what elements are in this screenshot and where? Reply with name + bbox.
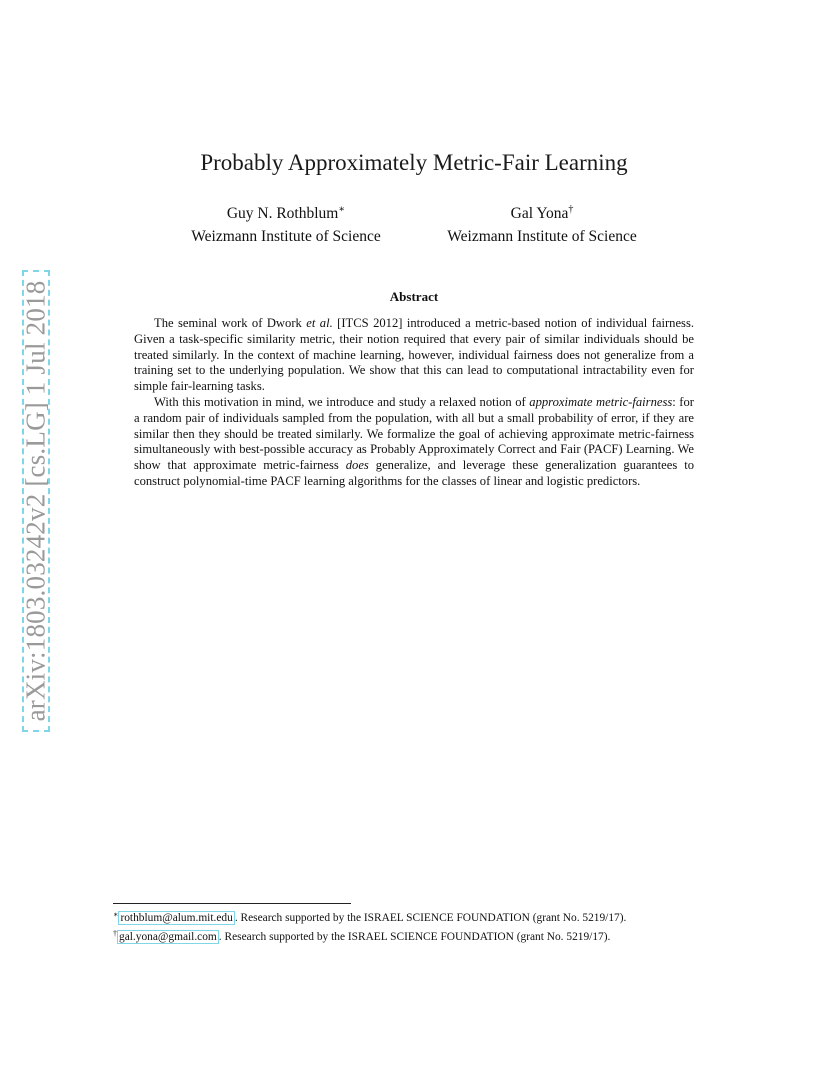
abstract-text: : for a random pair of individuals sampled from the population, with all but a small probability of error, if they are similar then they should be treated similarly. We formalize the goal of achieving approximate metric-fairness simultaneously with best-possible accuracy as Probably Approximately Correct and Fair (PACF) Learning. We show that approximate metric-fairness [134,394,694,473]
footnote-text: . Research supported by the ISRAEL SCIENCE FOUNDATION (grant No. 5219/17). [234,912,627,924]
abstract-text: With this motivation in mind, we introduce and study a relaxed notion of [154,394,530,409]
abstract-body [134,316,694,490]
arxiv-identifier: arXiv:1803.03242v2 [cs.LG] 1 Jul 2018 [20,280,51,722]
footnote-text: . Research supported by the ISRAEL SCIENCE FOUNDATION (grant No. 5219/17). [218,931,611,943]
author-name: Guy N. Rothblum [226,205,339,222]
author-footnote-mark[interactable]: † [568,204,574,215]
author-block-2 [412,198,672,248]
footnote-mark: † [113,929,117,938]
abstract-text: The seminal work of Dwork [154,316,307,330]
paper-title: Probably Approximately Metric-Fair Learning [200,150,628,175]
abstract-emphasis: approximate metric-fairness [529,394,673,409]
abstract-heading: Abstract [389,289,439,304]
author-affiliation: Weizmann Institute of Science [447,228,637,245]
author-affiliation: Weizmann Institute of Science [191,228,381,245]
abstract-text: generalize, and leverage these generalization guarantees to construct polynomial-time PACF learning algorithms for the classes of linear and logistic predictors. [134,458,694,488]
footnote-2 [113,926,753,945]
footnote-mark: ∗ [113,910,119,919]
abstract-emphasis: et al. [306,316,333,330]
author-name-line [412,198,672,225]
footnotes [113,907,753,945]
footnote-1 [113,907,753,926]
footnote-rule [113,903,351,904]
author-name-line [156,198,416,225]
author-name: Gal Yona [510,205,569,222]
abstract-paragraph-1 [134,316,694,395]
abstract-text: [ITCS 2012] introduced a metric-based notion of individual fairness. Given a task-specific similarity metric, their notion required that every pair of similar individuals should be treated similarly. In the context of machine learning, however, individual fairness does not generalize from a training set to the underlying population. We show that this can lead to computational intractability even for simple fair-learning tasks. [134,316,694,394]
author-footnote-mark[interactable]: ∗ [338,204,346,215]
abstract-emphasis: does [345,458,369,473]
author-block-1 [156,198,416,248]
abstract-paragraph-2 [134,395,694,490]
email-link[interactable]: gal.yona@gmail.com [119,931,217,943]
email-link[interactable]: rothblum@alum.mit.edu [120,912,233,924]
